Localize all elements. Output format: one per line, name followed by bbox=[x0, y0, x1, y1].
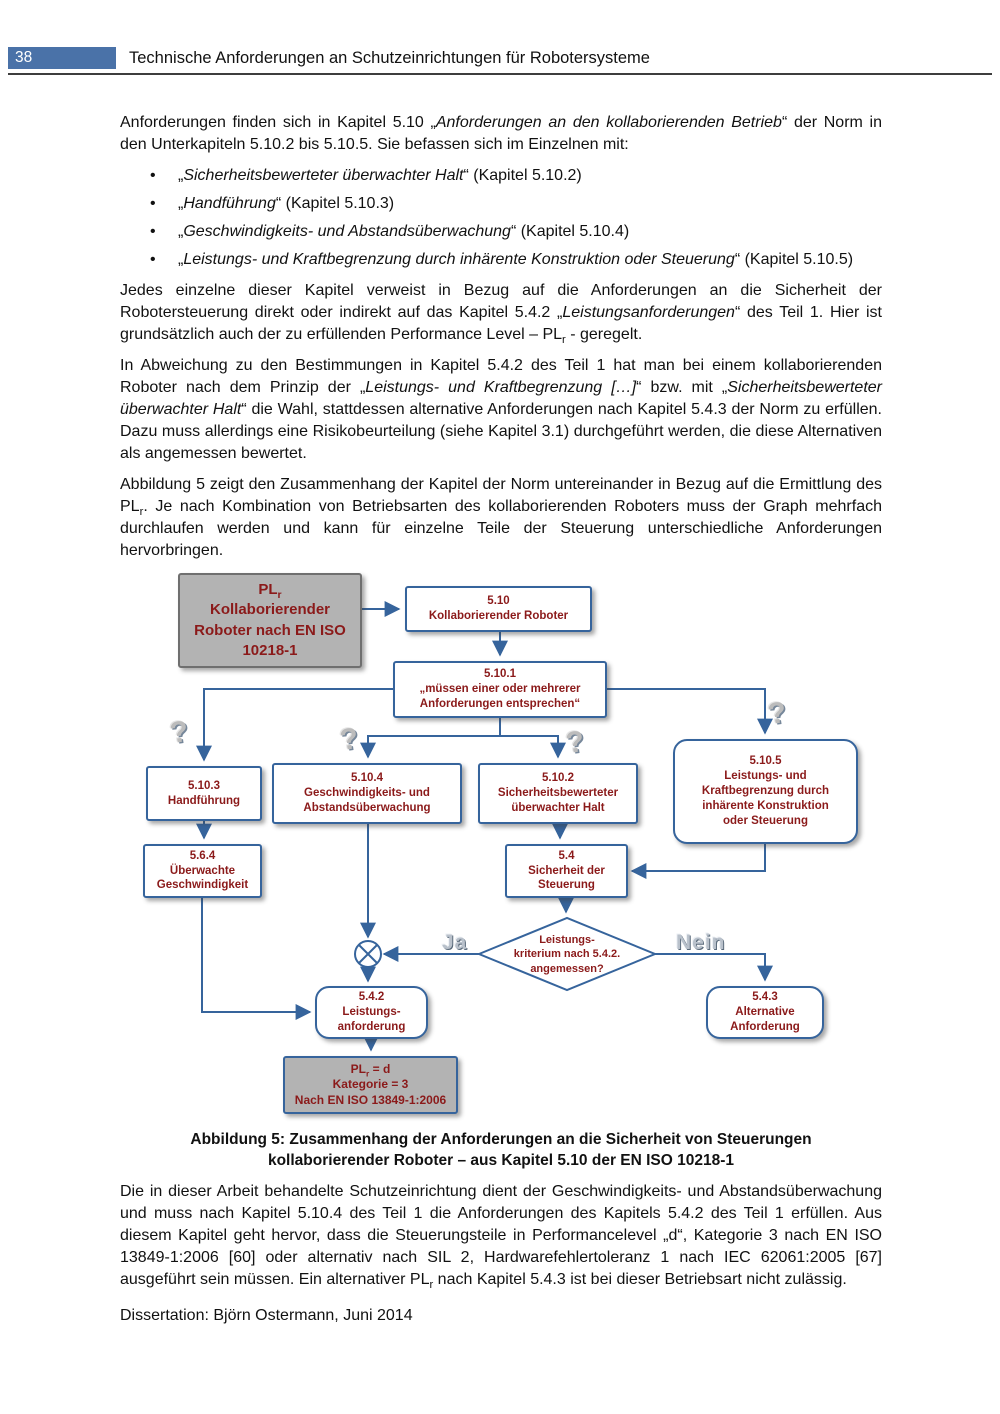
node-text: 5.10.5 Leistungs- und Kraftbegrenzung durch inhärente Konstruktion oder Steuerung bbox=[701, 755, 830, 827]
decision-text: Leistungs- kriterium nach 5.4.2. angemessen? bbox=[513, 934, 621, 975]
node-text: 5.4.3 Alternative Anforderung bbox=[730, 991, 800, 1033]
bullet-item bbox=[120, 221, 882, 243]
node-5-10 bbox=[405, 586, 592, 632]
bullet-list bbox=[120, 165, 882, 271]
xor-junction-icon bbox=[355, 941, 381, 967]
header-title: Technische Anforderungen an Schutzeinrichtungen für Robotersysteme bbox=[129, 48, 650, 67]
node-text: 5.10.2 Sicherheitsbewerteter überwachter Halt bbox=[497, 772, 619, 814]
page-number: 38 bbox=[15, 49, 33, 66]
caption-line-2: kollaborierender Roboter – aus Kapitel 5.10 der EN ISO 10218-1 bbox=[267, 1152, 735, 1169]
bullet-text: „Sicherheitsbewerteter überwachter Halt“ (Kapitel 5.10.2) bbox=[178, 167, 582, 184]
node-text: 5.10.4 Geschwindigkeits- und Abstandsüberwachung bbox=[303, 772, 431, 814]
bullet-text: „Leistungs- und Kraftbegrenzung durch inhärente Konstruktion oder Steuerung“ (Kapitel 5.10.5) bbox=[178, 251, 854, 268]
question-mark-icon: ? bbox=[765, 695, 789, 732]
node-text: $PL_r = d$ Kategorie = 3 Nach EN ISO 13849-1:2006 bbox=[294, 1061, 447, 1107]
question-mark-icon: ? bbox=[167, 714, 191, 751]
footer-text: Dissertation: Björn Ostermann, Juni 2014 bbox=[120, 1307, 413, 1324]
question-mark-icon: ? bbox=[337, 721, 361, 758]
bullet-text: „Geschwindigkeits- und Abstandsüberwachung“ (Kapitel 5.10.4) bbox=[178, 223, 630, 240]
nein-label: Nein bbox=[676, 931, 726, 954]
node-5-10-2 bbox=[478, 763, 638, 824]
node-plr-result bbox=[283, 1056, 458, 1114]
bullet-item bbox=[120, 193, 882, 215]
node-5-4-3 bbox=[706, 986, 824, 1039]
paragraph-2: Jedes einzelne dieser Kapitel verweist in Bezug auf die Anforderungen an die Sicherheit der Robotersteuerung direkt oder indirekt auf das Kapitel 5.4.2 „Leistungsanforderungen“ des Teil 1. Hier ist grundsätzlich auch der zu erfüllenden Performance Level – $PL_r$ - geregelt. bbox=[120, 282, 883, 347]
node-text: $PL_r$ Kollaborierender Roboter nach EN ISO 10218-1 bbox=[194, 581, 346, 659]
node-5-10-1 bbox=[393, 661, 607, 718]
page-header bbox=[8, 47, 992, 75]
node-5-10-5 bbox=[673, 739, 858, 844]
paragraph-5: Die in dieser Arbeit behandelte Schutzeinrichtung dient der Geschwindigkeits- und Abstandsüberwachung und muss nach Kapitel 5.10.4 des Teil 1 die Anforderungen des Kapitels 5.4.2 des Teil 1 erfüllen. Aus diesem Kapitel geht hervor, dass die Steuerungsteile in Performancelevel „d“, Kategorie 3 nach EN ISO 13849-1:2006 [60] oder alternativ nach SIL 2, Hardwarefehlertoleranz 1 nach IEC 62061:2005 [67] ausgeführt sein müssen. Ein alternativer $PL_r$ nach Kapitel 5.4.3 ist bei dieser Betriebsart nicht zulässig. bbox=[120, 1183, 882, 1292]
paragraph-4: Abbildung 5 zeigt den Zusammenhang der Kapitel der Norm untereinander in Bezug auf die Ermittlung des $PL_r$. Je nach Kombination von Betriebsarten des kollaborierenden Roboters muss der Graph mehrfach durchlaufen werden und kann für einzelne Teile der Steuerung unterschiedliche Anforderungen hervorbringen. bbox=[120, 476, 882, 559]
ja-label: Ja bbox=[442, 931, 468, 954]
paragraph-3: In Abweichung zu den Bestimmungen in Kapitel 5.4.2 des Teil 1 hat man bei einem kollaborierenden Roboter nach dem Prinzip der „Leistungs- und Kraftbegrenzung […]“ bzw. mit „Sicherheitsbewerteter überwachter Halt“ die Wahl, stattdessen alternative Anforderungen nach Kapitel 5.4.3 der Norm zu erfüllen. Dazu muss allerdings eine Risikobeurteilung (siehe Kapitel 3.1) durchgeführt werden, die diese Alternativen als angemessen bewertet. bbox=[120, 357, 882, 462]
bullet-item bbox=[120, 249, 882, 271]
node-5-10-4 bbox=[272, 763, 462, 824]
node-plr-kollaborierender-roboter bbox=[178, 573, 362, 668]
node-5-4-2 bbox=[315, 986, 428, 1039]
page-content bbox=[120, 112, 882, 1325]
figure-caption bbox=[120, 1129, 882, 1171]
question-mark-icon: ? bbox=[563, 724, 587, 761]
node-5-4 bbox=[505, 844, 628, 898]
node-5-10-3 bbox=[146, 766, 262, 821]
node-text: 5.10 Kollaborierender Roboter bbox=[428, 595, 569, 622]
figure-abbildung-5 bbox=[120, 571, 882, 1123]
node-text: 5.4 Sicherheit der Steuerung bbox=[528, 849, 605, 892]
node-text: 5.10.1 „müssen einer oder mehrerer Anforderungen entsprechen“ bbox=[419, 668, 581, 710]
bullet-text: „Handführung“ (Kapitel 5.10.3) bbox=[178, 195, 395, 212]
page-number-badge bbox=[8, 47, 116, 69]
caption-line-1: Abbildung 5: Zusammenhang der Anforderungen an die Sicherheit von Steuerungen bbox=[190, 1131, 812, 1148]
paragraph-1: Anforderungen finden sich in Kapitel 5.10 „Anforderungen an den kollaborierenden Betrieb“ der Norm in den Unterkapiteln 5.10.2 bis 5.10.5. Sie befassen sich im Einzelnen mit: bbox=[120, 114, 882, 153]
node-text: 5.4.2 Leistungs- anforderung bbox=[337, 991, 406, 1033]
node-5-6-4 bbox=[143, 844, 262, 898]
node-text: 5.6.4 Überwachte Geschwindigkeit bbox=[156, 849, 249, 892]
bullet-item bbox=[120, 165, 882, 187]
node-text: 5.10.3 Handführung bbox=[167, 779, 241, 807]
